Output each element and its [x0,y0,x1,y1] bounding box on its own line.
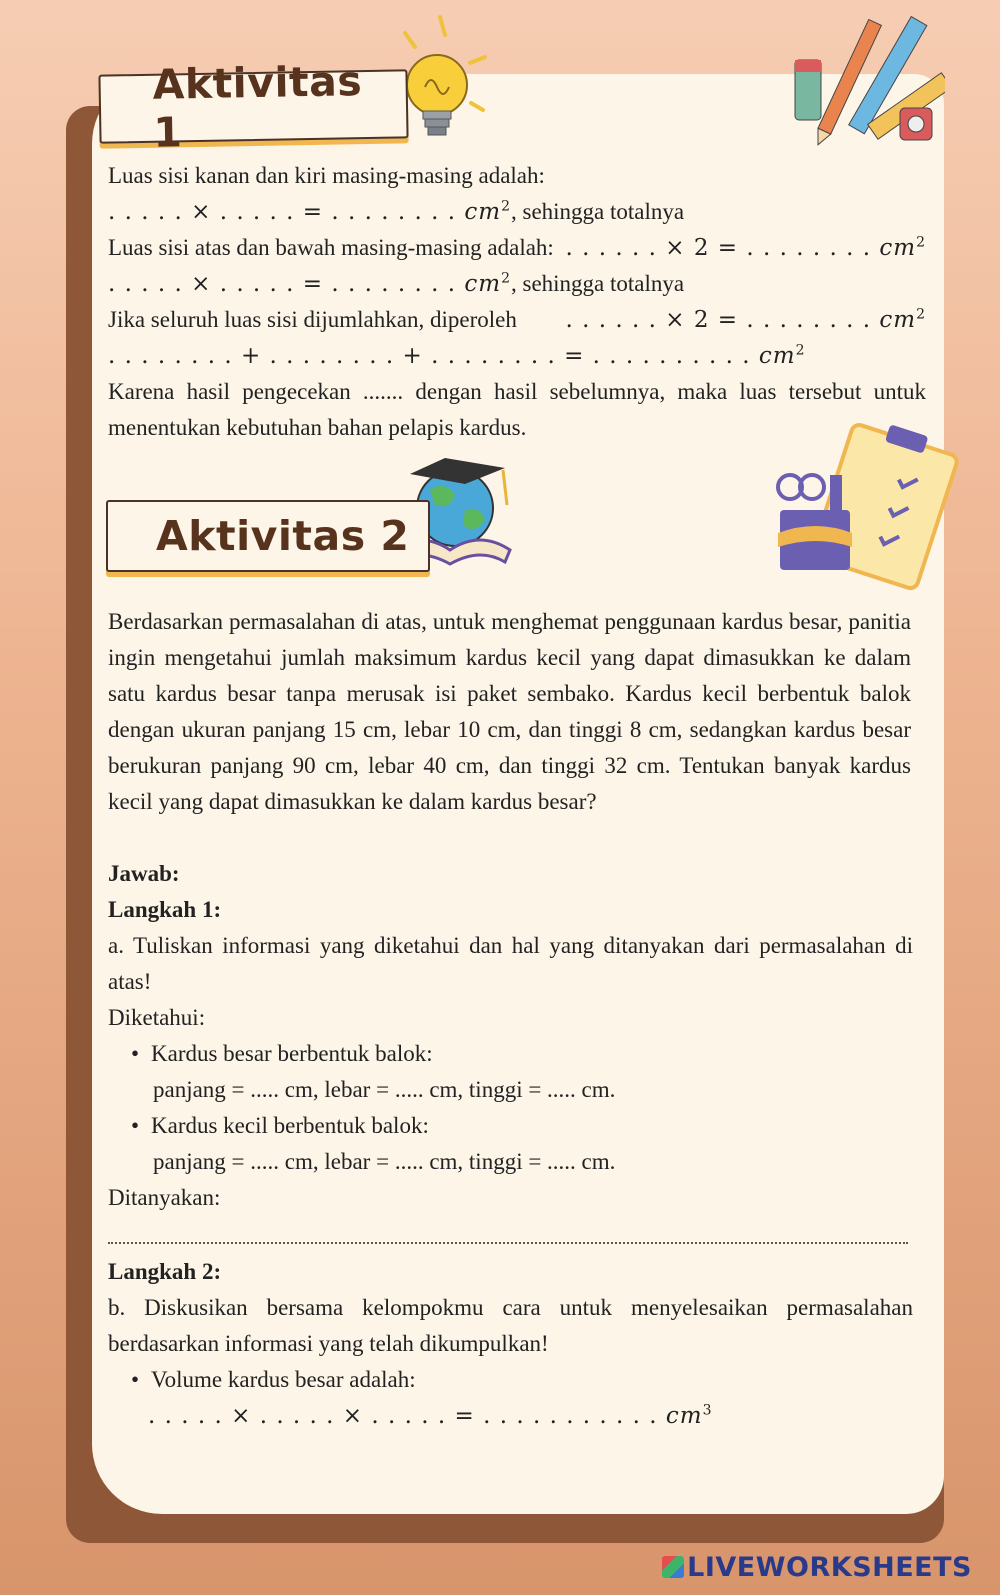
exponent: 3 [702,1402,713,1419]
exponent: 2 [795,342,806,359]
bullet-large-box: Kardus besar berbentuk balok: [151,1041,433,1066]
logo-text: LIVEWORKSHEETS [687,1552,972,1583]
equation-left: . . . . . × . . . . . = . . . . . . . . [108,271,465,297]
list-item [108,1362,913,1398]
bullet-small-box: Kardus kecil berbentuk balok: [151,1113,429,1138]
small-box-dimensions[interactable]: panjang = ..... cm, lebar = ..... cm, tinggi = ..... cm. [153,1149,616,1174]
list-item [108,1108,913,1144]
list-item [108,1036,913,1072]
equation-left: . . . . . × . . . . . = . . . . . . . . [108,199,465,225]
paragraph-side-area: Luas sisi kanan dan kiri masing-masing adalah: [108,163,545,188]
unit-cm: cm [758,343,796,369]
bullet-volume: Volume kardus besar adalah: [151,1367,416,1392]
step-1-instruction: a. Tuliskan informasi yang diketahui dan hal yang ditanyakan dari permasalahan di atas! [108,933,913,994]
unit-cm: cm [464,271,502,297]
step-1-heading: Langkah 1: [108,897,222,922]
equation-volume-terms: . . . . . × . . . . . × . . . . . = . . . . . . . . . . . [148,1403,666,1429]
exponent: 2 [501,270,511,287]
step-2-heading: Langkah 2: [108,1259,222,1284]
exponent: 2 [501,198,511,215]
paragraph-top-bottom-area: Luas sisi atas dan bawah masing-masing adalah: [108,235,554,260]
unit-cm: cm [464,199,502,225]
liveworksheets-logo [662,1552,972,1583]
asked-answer-line[interactable] [108,1216,908,1244]
stationery-icon [790,8,945,158]
activity-2-title: Aktivitas 2 [156,512,410,560]
problem-statement: Berdasarkan permasalahan di atas, untuk menghemat penggunaan kardus besar, panitia ingin mengetahui jumlah maksimum kardus kecil yang dapat dimasukkan ke dalam satu kardus besar tanpa merusak isi paket sembako. Kardus kecil berbentuk balok dengan ukuran panjang 15 cm, lebar 10 cm, dan tinggi 8 cm, sedangkan kardus besar berukuran panjang 90 cm, lebar 40 cm, dan tinggi 32 cm. Tentukan banyak kardus kecil yang dapat dimasukkan ke dalam kardus besar? [108,609,911,814]
step-2-instruction: b. Diskusikan bersama kelompokmu cara untuk menyelesaikan permasalahan berdasarkan informasi yang telah dikumpulkan! [108,1295,913,1356]
known-label: Diketahui: [108,1005,206,1030]
asked-label: Ditanyakan: [108,1185,221,1210]
equation-sum: . . . . . . . . + . . . . . . . . + . . . . . . . . = . . . . . . . . . . [108,343,759,369]
answer-section [108,856,913,1434]
equation-right: . . . . . . × 2 = . . . . . . . . [565,307,880,333]
equation-total [108,338,926,374]
answer-heading: Jawab: [108,861,180,886]
equation-volume[interactable] [108,1398,913,1434]
paragraph-total: Jika seluruh luas sisi dijumlahkan, diperoleh [108,307,517,332]
unit-cm: cm [879,307,917,333]
exponent: 2 [916,306,926,323]
activity-1-content [108,158,926,446]
equation-connector: , sehingga totalnya [511,199,685,224]
logo-icon [662,1556,684,1578]
equation-right: . . . . . . × 2 = . . . . . . . . [565,235,880,261]
activity-1-title: Aktivitas 1 [152,56,363,157]
paragraph-conclusion: Karena hasil pengecekan ....... dengan hasil sebelumnya, maka luas tersebut untuk menentukan kebutuhan bahan pelapis kardus. [108,379,926,440]
exponent: 2 [916,234,926,251]
large-box-dimensions[interactable]: panjang = ..... cm, lebar = ..... cm, tinggi = ..... cm. [153,1077,616,1102]
activity-2-banner [106,500,430,572]
unit-cm: cm [879,235,917,261]
unit-cm: cm [665,1403,703,1429]
equation-connector: , sehingga totalnya [511,271,685,296]
activity-1-banner [98,56,408,157]
activity-2-content [108,604,911,820]
